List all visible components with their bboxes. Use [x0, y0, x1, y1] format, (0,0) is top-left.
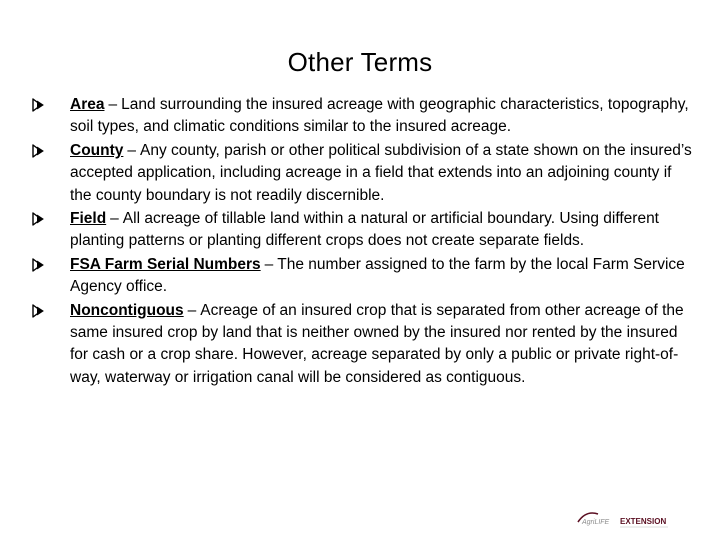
term-name: Area: [70, 96, 105, 113]
arrow-bullet-icon: [32, 258, 48, 272]
term-definition: Acreage of an insured crop that is separated from other acreage of the same insured crop by land that is neither owned by the insured nor rented by the insured for cash or a crop share. However, acreage separated by only a public or private right-of-way, waterway or irrigation canal will be considered as contiguous.: [70, 301, 684, 386]
term-name: FSA Farm Serial Numbers: [70, 255, 261, 273]
term-name: Field: [70, 210, 107, 228]
term-name: County: [70, 141, 124, 159]
agrilife-extension-logo-icon: [576, 508, 676, 530]
arrow-bullet-icon: [32, 144, 48, 158]
term-name: Noncontiguous: [70, 301, 184, 319]
logo-brand-right: EXTENSION: [620, 517, 667, 526]
term-definition: Land surrounding the insured acreage with geographic characteristics, topography, soil types, and climatic conditions similar to the insured acreage.: [70, 96, 689, 136]
terms-list: [32, 94, 692, 390]
term-dash: –: [110, 210, 119, 228]
term-dash: –: [264, 255, 274, 273]
slide-title: Other Terms: [287, 47, 433, 78]
term-item-field: [32, 208, 692, 253]
arrow-bullet-icon: [32, 98, 48, 112]
term-item-area: [32, 94, 692, 139]
term-item-county: [32, 140, 692, 207]
logo-brand-left: AgriLIFE: [582, 519, 610, 526]
term-dash: –: [187, 301, 197, 319]
term-item-fsa-farm-serial-numbers: [32, 254, 692, 299]
term-dash: –: [127, 141, 137, 159]
term-item-noncontiguous: [32, 300, 692, 390]
term-definition: Any county, parish or other political subdivision of a state shown on the insured’s accepted application, including acreage in a field that extends into an adjoining county if the county boundary is not readily discernible.: [70, 141, 692, 204]
term-definition: All acreage of tillable land within a natural or artificial boundary. Using different planting patterns or planting different crops does not create separate fields.: [70, 210, 659, 250]
term-dash: –: [108, 96, 118, 113]
agrilife-extension-logo: [576, 508, 676, 530]
term-definition: The number assigned to the farm by the local Farm Service Agency office.: [70, 255, 685, 296]
arrow-bullet-icon: [32, 212, 48, 226]
arrow-bullet-icon: [32, 304, 48, 318]
